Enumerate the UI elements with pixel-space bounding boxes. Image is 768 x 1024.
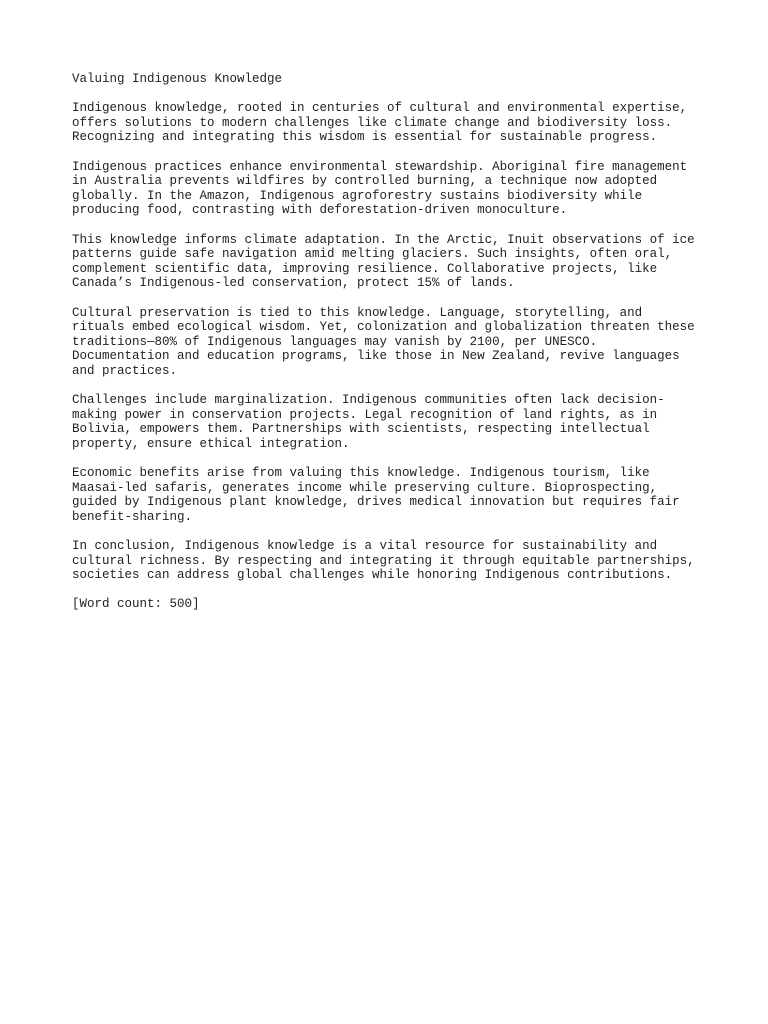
paragraph-line: Documentation and education programs, like those in New Zealand, revive languages	[72, 349, 680, 364]
paragraph-line: rituals embed ecological wisdom. Yet, colonization and globalization threaten these	[72, 320, 695, 335]
paragraph-climate	[72, 233, 712, 291]
paragraph-line: guided by Indigenous plant knowledge, drives medical innovation but requires fair	[72, 495, 680, 510]
paragraph-line: patterns guide safe navigation amid melting glaciers. Such insights, often oral,	[72, 247, 673, 262]
paragraph-line: Economic benefits arise from valuing this knowledge. Indigenous tourism, like	[72, 466, 650, 481]
paragraph-line: property, ensure ethical integration.	[72, 436, 350, 451]
paragraph-line: Maasai-led safaris, generates income while preserving culture. Bioprospecting,	[72, 480, 658, 495]
paragraph-challenges	[72, 393, 712, 451]
paragraph-line: complement scientific data, improving resilience. Collaborative projects, like	[72, 261, 658, 276]
paragraph-line: making power in conservation projects. Legal recognition of land rights, as in	[72, 407, 658, 422]
paragraph-line: societies can address global challenges while honoring Indigenous contributions.	[72, 568, 673, 583]
paragraph-line: Recognizing and integrating this wisdom is essential for sustainable progress.	[72, 130, 658, 145]
paragraph-line: Indigenous knowledge, rooted in centuries of cultural and environmental expertise,	[72, 101, 688, 116]
paragraph-line: benefit-sharing.	[72, 509, 193, 524]
paragraph-line: Canada’s Indigenous-led conservation, protect 15% of lands.	[72, 276, 515, 291]
paragraph-line: traditions—80% of Indigenous languages may vanish by 2100, per UNESCO.	[72, 334, 598, 349]
paragraph-line: offers solutions to modern challenges like climate change and biodiversity loss.	[72, 115, 673, 130]
paragraph-line: producing food, contrasting with deforestation-driven monoculture.	[72, 203, 568, 218]
paragraph-line: globally. In the Amazon, Indigenous agroforestry sustains biodiversity while	[72, 188, 643, 203]
paragraph-culture	[72, 306, 712, 379]
document-title: Valuing Indigenous Knowledge	[72, 72, 283, 86]
paragraph-conclusion	[72, 539, 712, 583]
paragraph-line: in Australia prevents wildfires by controlled burning, a technique now adopted	[72, 174, 658, 189]
paragraph-line: Challenges include marginalization. Indigenous communities often lack decision-	[72, 393, 665, 408]
paragraph-economic	[72, 466, 712, 524]
paragraph-stewardship	[72, 160, 712, 218]
paragraph-line: In conclusion, Indigenous knowledge is a vital resource for sustainability and	[72, 539, 658, 553]
paragraph-line: Indigenous practices enhance environmental stewardship. Aboriginal fire management	[72, 159, 688, 174]
word-count: [Word count: 500]	[72, 597, 200, 612]
document-page	[72, 72, 712, 612]
paragraph-intro	[72, 101, 712, 145]
paragraph-line: Cultural preservation is tied to this knowledge. Language, storytelling, and	[72, 305, 643, 320]
paragraph-line: and practices.	[72, 363, 178, 378]
paragraph-line: Bolivia, empowers them. Partnerships with scientists, respecting intellectual	[72, 422, 650, 437]
paragraph-line: cultural richness. By respecting and integrating it through equitable partnerships,	[72, 553, 695, 568]
paragraph-line: This knowledge informs climate adaptation. In the Arctic, Inuit observations of ice	[72, 232, 695, 247]
